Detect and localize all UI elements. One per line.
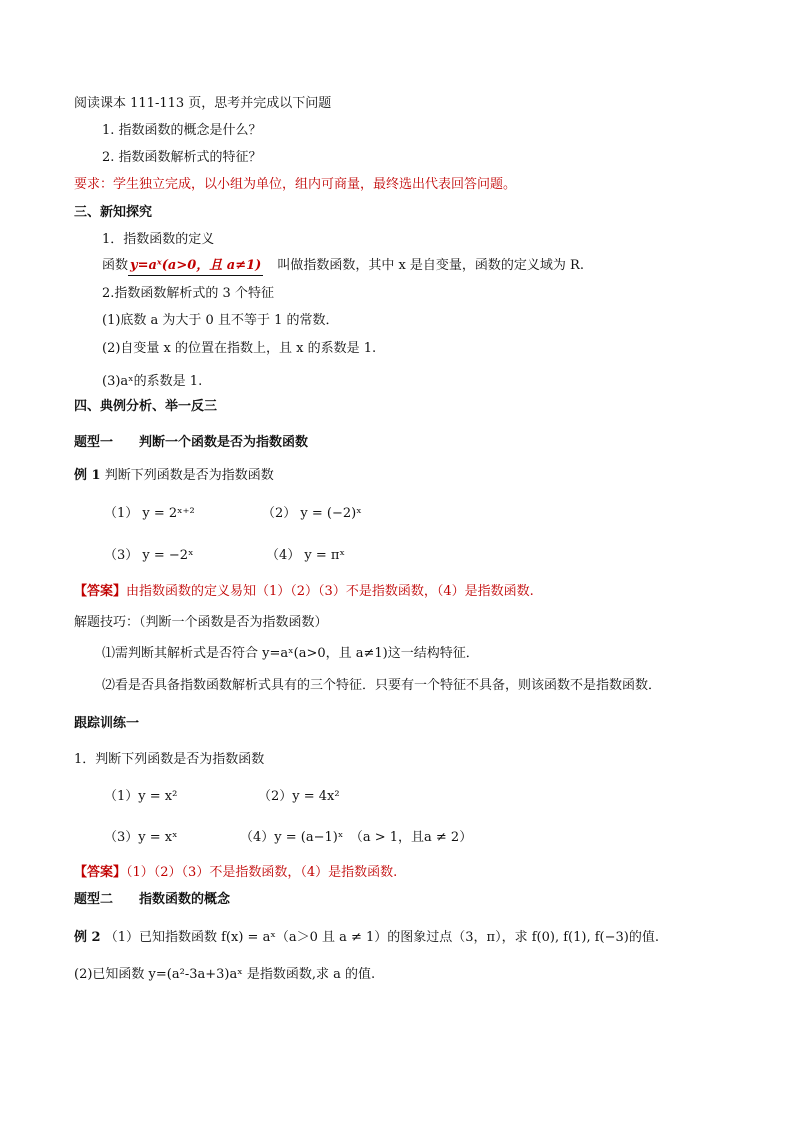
- practice-item-2: （2）y = 4x²: [258, 789, 340, 804]
- definition-suffix: 叫做指数函数，其中 x 是自变量，函数的定义域为 R.: [277, 258, 584, 273]
- answer-2-text: （1）（2）（3）不是指数函数，（4）是指数函数.: [126, 865, 398, 880]
- practice-title: 跟踪训练一: [74, 716, 140, 731]
- example-2-text-1: （1）已知指数函数 f(x) = aˣ（a＞0 且 a ≠ 1）的图象过点（3，π），求 f(0), f(1), f(−3)的值.: [104, 930, 659, 945]
- example-1-label: 例 1: [74, 468, 101, 483]
- reading-instruction: 阅读课本 111-113 页，思考并完成以下问题: [74, 96, 332, 111]
- feature-3: (3)aˣ的系数是 1.: [102, 374, 203, 389]
- example-2-text-2: (2)已知函数 y=(a²-3a+3)aˣ 是指数函数,求 a 的值.: [74, 967, 376, 982]
- feature-1: (1)底数 a 为大于 0 且不等于 1 的常数．: [102, 313, 339, 328]
- practice-question: 1．判断下列函数是否为指数函数: [74, 752, 265, 767]
- answer-1-tag: 【答案】: [74, 584, 127, 599]
- section-3-heading: 三、新知探究: [74, 205, 153, 220]
- tip-1: ⑴需判断其解析式是否符合 y=aˣ(a>0，且 a≠1)这一结构特征．: [102, 646, 479, 661]
- definition-formula: y=aˣ(a>0，且 a≠1): [128, 257, 263, 276]
- requirement-note: 要求：学生独立完成，以小组为单位，组内可商量，最终选出代表回答问题。: [74, 177, 517, 192]
- tips-title: 解题技巧：（判断一个函数是否为指数函数）: [74, 615, 328, 630]
- practice-item-3: （3）y = xˣ: [104, 830, 178, 845]
- practice-item-4: （4）y = (a−1)ˣ （a > 1，且a ≠ 2）: [240, 830, 473, 845]
- section-4-heading: 四、典例分析、举一反三: [74, 399, 218, 414]
- feature-2: (2)自变量 x 的位置在指数上，且 x 的系数是 1.: [102, 341, 377, 356]
- features-title: 2.指数函数解析式的 3 个特征: [102, 286, 274, 301]
- example-2-line-1: [74, 929, 659, 947]
- practice-item-1: （1）y = x²: [104, 789, 178, 804]
- definition-title: 1．指数函数的定义: [102, 232, 215, 247]
- answer-2: [74, 864, 397, 882]
- example-1-text: 判断下列函数是否为指数函数: [104, 468, 274, 483]
- example-1-item-1: （1） y = 2ˣ⁺²: [104, 506, 195, 521]
- example-1-item-3: （3） y = −2ˣ: [104, 548, 194, 563]
- answer-2-tag: 【答案】: [74, 865, 127, 880]
- example-1-line: [74, 467, 274, 485]
- definition-line: [102, 257, 584, 276]
- answer-1-text: 由指数函数的定义易知（1）（2）（3）不是指数函数，（4）是指数函数.: [126, 584, 534, 599]
- tip-2: ⑵看是否具备指数函数解析式具有的三个特征．只要有一个特征不具备，则该函数不是指数函数．: [102, 678, 662, 693]
- definition-prefix: 函数: [102, 258, 129, 273]
- type-2-heading: 题型二 指数函数的概念: [74, 892, 231, 907]
- type-1-heading: 题型一 判断一个函数是否为指数函数: [74, 435, 309, 450]
- example-1-item-2: （2） y = (−2)ˣ: [262, 506, 362, 521]
- example-2-label: 例 2: [74, 930, 101, 945]
- answer-1: [74, 583, 534, 601]
- example-1-item-4: （4） y = πˣ: [266, 548, 345, 563]
- question-1: 1. 指数函数的概念是什么？: [102, 123, 262, 138]
- question-2: 2. 指数函数解析式的特征？: [102, 150, 262, 165]
